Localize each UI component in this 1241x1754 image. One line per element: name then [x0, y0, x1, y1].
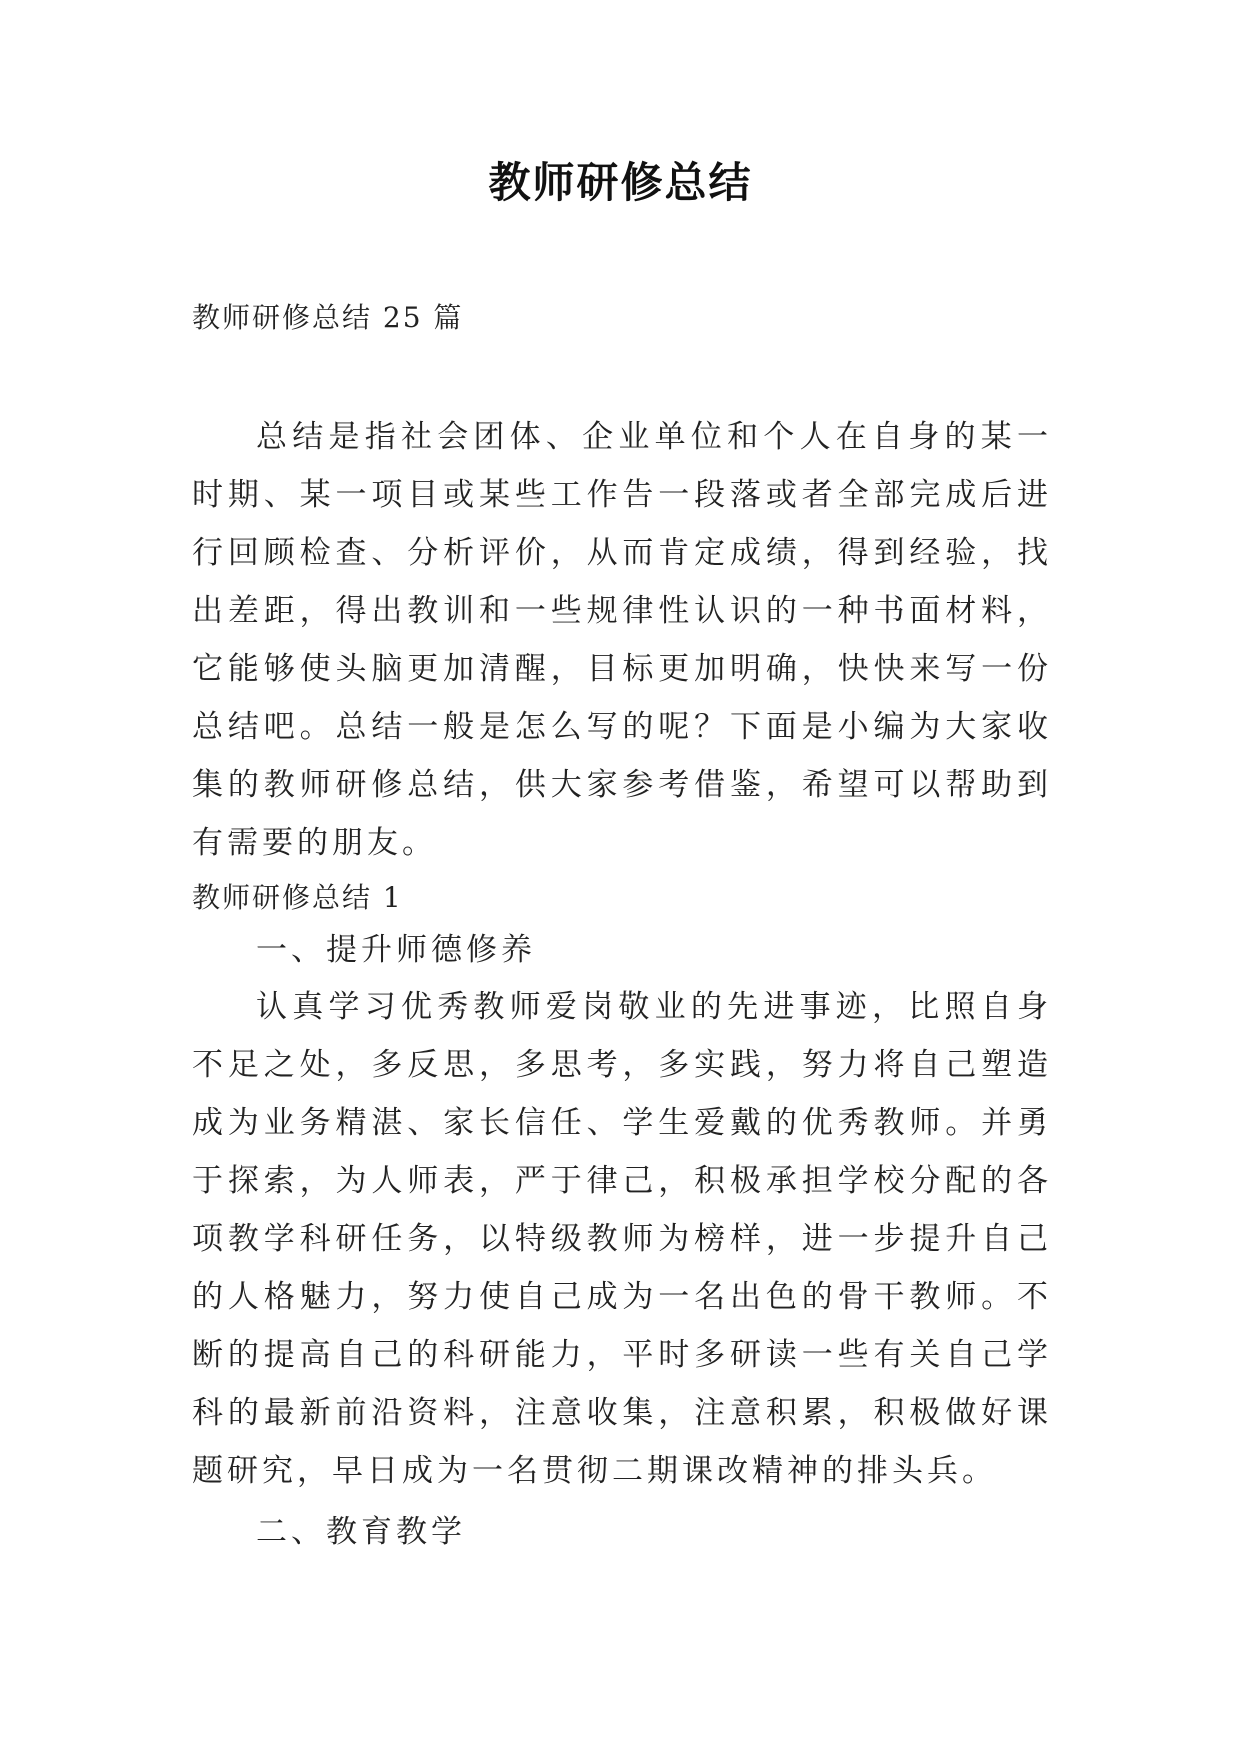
intro-paragraph: 总结是指社会团体、企业单位和个人在自身的某一时期、某一项目或某些工作告一段落或者全部完成后进行回顾检查、分析评价，从而肯定成绩，得到经验，找出差距，得出教训和一些规律性认识的一种书面材料，它能够使头脑更加清醒，目标更加明确，快快来写一份总结吧。总结一般是怎么写的呢？下面是小编为大家收集的教师研修总结，供大家参考借鉴，希望可以帮助到有需要的朋友。 — [192, 419, 1052, 861]
document-subtitle: 教师研修总结 25 篇 — [192, 301, 464, 334]
body-paragraph: 认真学习优秀教师爱岗敬业的先进事迹，比照自身不足之处，多反思，多思考，多实践，努力将自己塑造成为业务精湛、家长信任、学生爱戴的优秀教师。并勇于探索，为人师表，严于律己，积极承担学校分配的各项教学科研任务，以特级教师为榜样，进一步提升自己的人格魅力，努力使自己成为一名出色的骨干教师。不断的提高自己的科研能力，平时多研读一些有关自己学科的最新前沿资料，注意收集，注意积累，积极做好课题研究，早日成为一名贯彻二期课改精神的排头兵。 — [192, 989, 1052, 1489]
section-heading: 教师研修总结 1 — [192, 881, 403, 914]
document-title: 教师研修总结 — [488, 158, 753, 207]
sub-heading-teaching: 二、教育教学 — [256, 1514, 466, 1550]
sub-heading-ethics: 一、提升师德修养 — [256, 932, 536, 968]
